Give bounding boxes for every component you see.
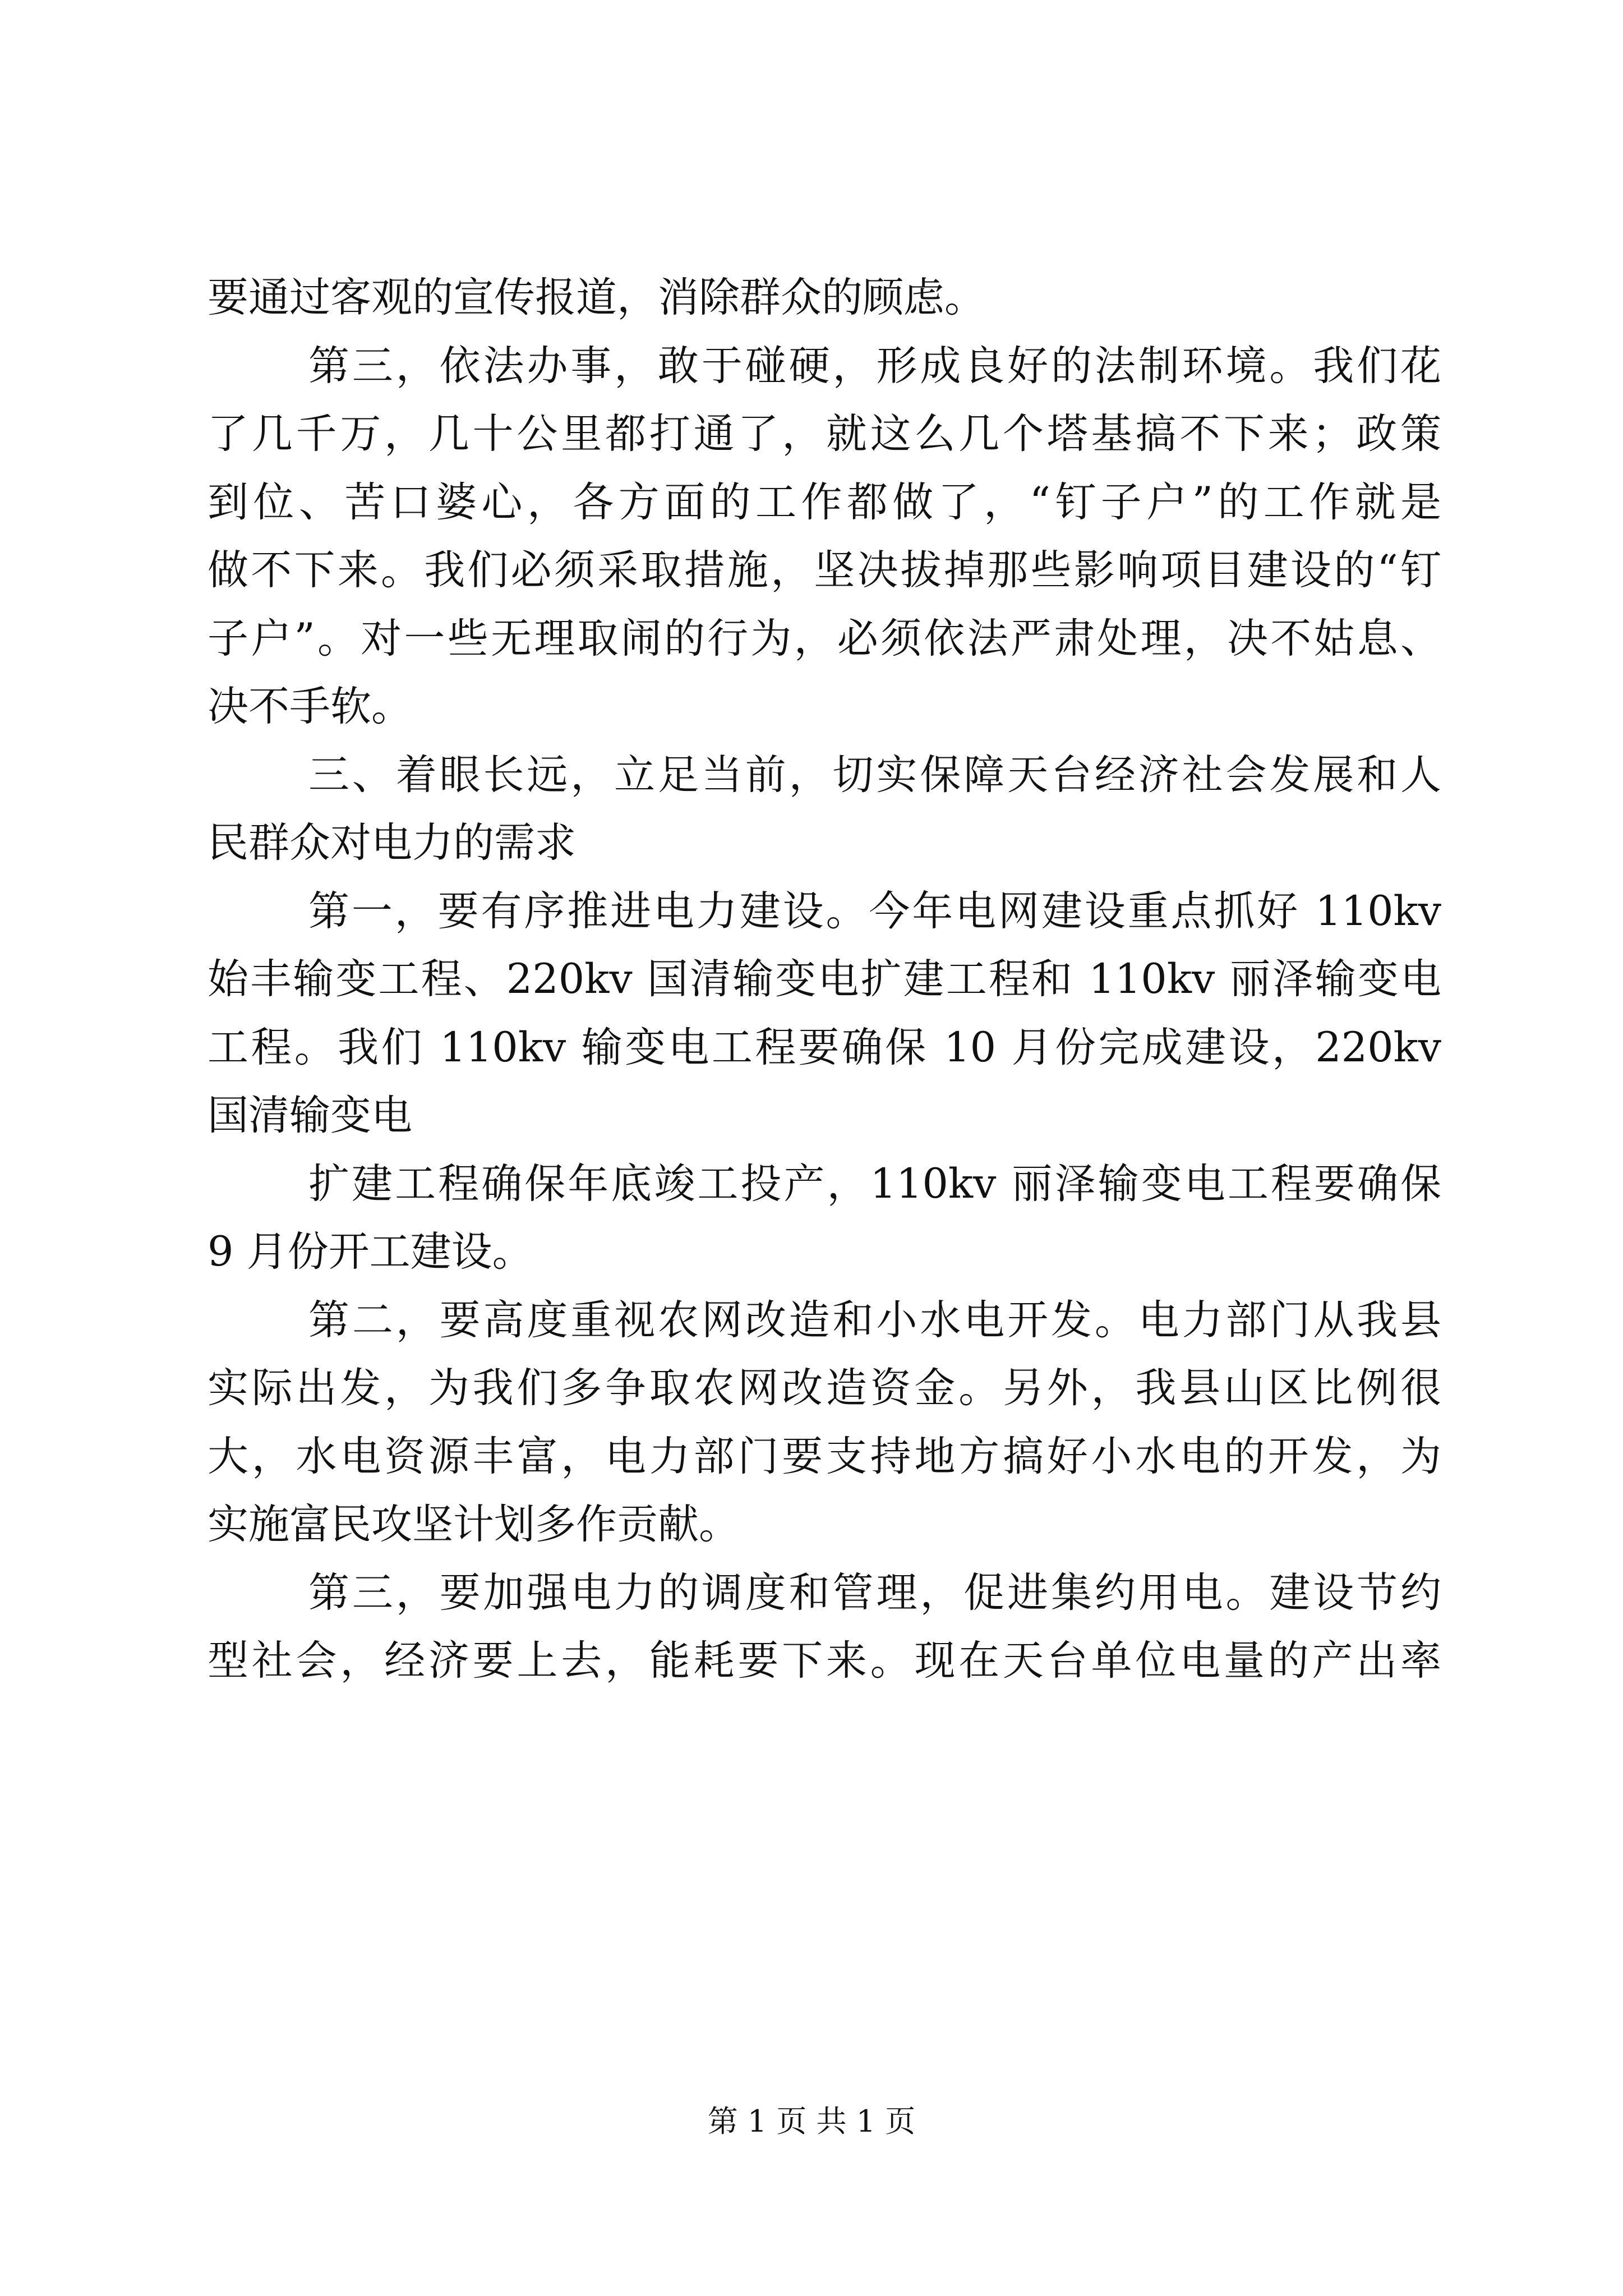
text-line: 到位、苦口婆心，各方面的工作都做了，“钉子户”的工作就是 — [208, 478, 1441, 526]
text-line: 实际出发，为我们多争取农网改造资金。另外，我县山区比例很 — [208, 1364, 1441, 1412]
text-line: 始丰输变工程、220kv 国清输变电扩建工程和 110kv 丽泽输变电 — [208, 955, 1441, 1003]
text-line: 实施富民攻坚计划多作贡献。 — [208, 1501, 740, 1548]
text-line: 第二，要高度重视农网改造和小水电开发。电力部门从我县 — [308, 1296, 1441, 1344]
page-footer — [0, 2105, 1623, 2138]
text-line: 大，水电资源丰富，电力部门要支持地方搞好小水电的开发，为 — [208, 1432, 1441, 1480]
text-line: 扩建工程确保年底竣工投产，110kv 丽泽输变电工程要确保 — [308, 1159, 1441, 1208]
text-line: 决不手软。 — [208, 683, 412, 730]
text-line: 第三，要加强电力的调度和管理，促进集约用电。建设节约 — [308, 1568, 1441, 1617]
text-line: 工程。我们 110kv 输变电工程要确保 10 月份完成建设，220kv — [208, 1023, 1441, 1071]
text-line: 第一，要有序推进电力建设。今年电网建设重点抓好 110kv — [308, 887, 1441, 935]
text-line: 民群众对电力的需求 — [208, 819, 576, 867]
text-line: 要通过客观的宣传报道，消除群众的顾虑。 — [208, 274, 985, 321]
text-line: 了几千万，几十公里都打通了，就这么几个塔基搞不下来；政策 — [208, 410, 1441, 458]
page-number-label: 第 1 页 共 1 页 — [707, 2104, 916, 2139]
text-line: 第三，依法办事，敢于碰硬，形成良好的法制环境。我们花 — [308, 342, 1441, 390]
text-line: 型社会，经济要上去，能耗要下来。现在天台单位电量的产出率 — [208, 1637, 1441, 1685]
text-line: 三、着眼长远，立足当前，切实保障天台经济社会发展和人 — [308, 751, 1441, 799]
text-line: 做不下来。我们必须采取措施，坚决拔掉那些影响项目建设的“钉 — [208, 546, 1441, 594]
text-line: 9 月份开工建设。 — [208, 1228, 533, 1276]
text-line: 国清输变电 — [208, 1092, 412, 1139]
document-body — [208, 264, 1441, 1695]
text-line: 子户”。对一些无理取闹的行为，必须依法严肃处理，决不姑息、 — [208, 614, 1441, 662]
